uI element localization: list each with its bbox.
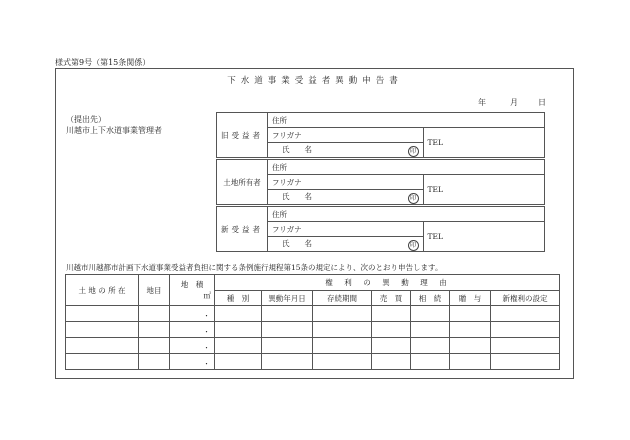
subheader: 存続期間 <box>313 291 372 306</box>
subheader: 贈 与 <box>450 291 491 306</box>
subheader: 相 続 <box>411 291 450 306</box>
table-row <box>66 338 560 354</box>
furigana-field[interactable]: フリガナ <box>268 128 424 143</box>
submit-to-label: （提出先） <box>66 115 106 124</box>
name-label: 氏 名 <box>282 144 312 154</box>
header-area <box>170 275 215 306</box>
table-row <box>66 354 560 370</box>
land-change-table <box>65 274 560 370</box>
area-label: 地 積 <box>180 280 204 289</box>
subheader: 売 買 <box>372 291 411 306</box>
name-label: 氏 名 <box>282 191 312 201</box>
tel-field[interactable]: TEL <box>423 222 544 252</box>
name-label: 氏 名 <box>282 238 312 248</box>
header-reason: 権 利 の 異 動 理 由 <box>215 275 560 291</box>
tel-field[interactable]: TEL <box>423 175 544 205</box>
address-field[interactable]: 住所 <box>268 113 545 128</box>
table-row <box>66 306 560 322</box>
role-label: 新受益者 <box>217 207 268 252</box>
furigana-field[interactable]: フリガナ <box>268 222 424 237</box>
seal-icon: 印 <box>408 146 419 157</box>
form-number-label: 様式第9号（第15条関係） <box>55 58 151 67</box>
header-location: 土 地 の 所 在 <box>66 275 139 306</box>
beneficiary-block-new <box>216 206 545 252</box>
statement-text: 川越市川越都市計画下水道事業受益者負担に関する条例施行規程第15条の規定により、次のとおり申告します。 <box>66 263 443 272</box>
day-label: 日 <box>538 98 546 107</box>
address-field[interactable]: 住所 <box>268 207 545 222</box>
subheader: 種 別 <box>215 291 262 306</box>
area-cell[interactable]: ・ <box>170 354 215 370</box>
beneficiary-block-old <box>216 112 545 158</box>
subheader: 異動年月日 <box>262 291 313 306</box>
subheader: 新権利の設定 <box>491 291 560 306</box>
date-line <box>478 97 546 108</box>
tel-field[interactable]: TEL <box>423 128 544 158</box>
seal-icon: 印 <box>408 240 419 251</box>
document-title: 下水道事業受益者異動申告書 <box>227 76 403 86</box>
role-label: 旧受益者 <box>217 113 268 158</box>
area-cell[interactable]: ・ <box>170 338 215 354</box>
beneficiary-block-owner <box>216 159 545 205</box>
role-label: 土地所有者 <box>217 160 268 205</box>
name-field[interactable] <box>268 190 424 205</box>
area-cell[interactable]: ・ <box>170 322 215 338</box>
month-label: 月 <box>510 98 518 107</box>
header-land-category: 地目 <box>139 275 170 306</box>
name-field[interactable] <box>268 143 424 158</box>
furigana-field[interactable]: フリガナ <box>268 175 424 190</box>
seal-icon: 印 <box>408 193 419 204</box>
area-unit: ㎡ <box>203 291 211 300</box>
addressee: 川越市上下水道事業管理者 <box>66 126 162 135</box>
year-label: 年 <box>478 98 486 107</box>
table-row <box>66 322 560 338</box>
address-field[interactable]: 住所 <box>268 160 545 175</box>
area-cell[interactable]: ・ <box>170 306 215 322</box>
name-field[interactable] <box>268 237 424 252</box>
